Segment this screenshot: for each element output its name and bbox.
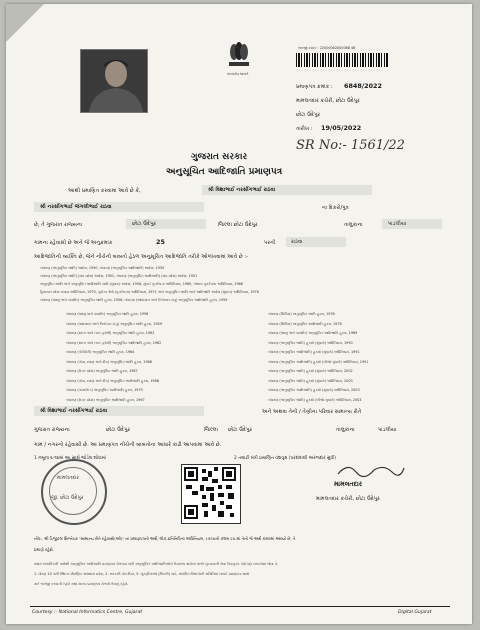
application-number: અરજી ક્રમાંક : 22000062000068 48 <box>298 46 356 50</box>
father-name: શ્રી નરસીંગભાઈ જંગલીભાઈ રાઠવા <box>40 204 112 210</box>
order-item: બંધારણ (દાદરા અને નગર હવેલી) અનુસૂચિત આદિજાતિ હુકમ, 1962 <box>66 340 162 345</box>
orders-list-left <box>66 310 162 405</box>
order-item: બંધારણ (અનુસૂચિત જાતિ) હુકમો (બીજો સુધારો) અધિનિયમ, 2003 <box>268 397 362 402</box>
order-line: બંધારણ (જમ્મુ અને કાશ્મીર) અનુસૂચિત જાતિ હુકમ, 1956, બંધારણ (આંદામાન અને નિકોબાર ટાપુ) અનુસૂચિત આદિજાતિ હુકમ, 1959 <box>40 298 228 302</box>
order-item: બંધારણ (ઉત્તર પ્રદેશ) અનુસૂચિત આદિજાતિ હુકમ, 1967 <box>66 397 145 402</box>
footer-divider <box>30 606 450 607</box>
order-item: બંધારણ (સિક્કિમ) અનુસૂચિત જાતિ હુકમ, 1978 <box>268 312 335 316</box>
footer-note-4: 1. ધોરણ 10 પછી સ્થિત્ય શૈક્ષણિક સંસ્થામાં પ્રવેશ, 2. સરકારી નોકરીમાં, 3. ચૂંટણીમાંઓ (ભિરારી) માટે, સંબંધિત વિભાગોની સમિતિમાં ખરાઈ પ્રમાણપત્ર સાથે <box>34 572 250 576</box>
line4-prefix: ગામના રહેવાસી છે અને જે અનુક્રમાંક <box>34 240 113 246</box>
village: પાડલીયા <box>388 221 407 227</box>
applicant-name: શ્રી વિશાભાઈ નરસીંગભાઈ રાઠવા <box>208 187 276 193</box>
footer-note-2: પ્રમાણે રહેશે. <box>34 547 54 552</box>
residence-district: છોટા ઉદેપુર <box>228 427 253 433</box>
signature-office: મામલતદાર કચેરી, છોટા ઉદેપુર <box>316 496 380 502</box>
residence-name: શ્રી વિશાભાઈ નરસીંગભાઈ રાઠવા <box>40 408 108 414</box>
cert-no-label: પ્રમાણપત્ર ક્રમાંક : <box>296 84 333 90</box>
applicant-photo <box>80 49 148 113</box>
line1-prefix: આથી પ્રમાણિત કરવામાં આવે છે કે, <box>68 188 141 194</box>
district-value: જિલ્લા છોટા ઉદેપુર <box>218 222 258 228</box>
barcode <box>296 53 388 67</box>
order-line: બંધારણ (અનુસૂચિત જાતિ) આદેશ, 1950, બંધારણ (અનુસૂચિત આદિજાતિ) આદેશ, 1950 <box>40 266 165 270</box>
taluka-label: તાલુકાના <box>344 222 363 228</box>
order-item: બંધારણ (અનુસૂચિત આદિજાતિ) હુકમો (બીજો સુધારો) અધિનિયમ, 1991 <box>268 359 369 364</box>
date-label: તારીખ : <box>296 126 313 132</box>
residence-prefix: ગુજરાત રાજ્યના <box>34 427 70 433</box>
order-item: બંધારણ (અનુસૂચિત આદિજાતિ) હુકમો (સુધારો) અધિનિયમ, 2003 <box>268 388 360 392</box>
folded-corner <box>6 4 44 42</box>
order-line: બંધારણ (અનુસૂચિત જાતિ) (સંઘ પ્રદેશ) આદેશ, 1951, બંધારણ (અનુસૂચિત આદિજાતિ) (સંઘ પ્રદેશ) આદેશ, 1951 <box>40 274 198 278</box>
footer-note-1: નોંધ:- શ્રી ડિજીટલ સિગ્નેચર "સામાન્ય રીતે રહેવાસી(ઓ)" ના પ્રમાણપત્રનો અર્થ, લોક-પ્રતિનિધિત્વ અધિનિયમ, 1950ની કલમ 20-માં તેનો જે અર્થ કરવામાં આવ્યો છે, તે <box>34 536 296 541</box>
signature-role: મામલતદાર <box>334 480 363 488</box>
order-item: બંધારણ (દાદરા અને નગર હવેલી) અનુસૂચિત જાતિ હુકમ, 1962 <box>66 331 155 335</box>
basis-2: 2 તલાટી મંત્રી પ્રમાણિત વંશવૃક્ષ (પરદાદાથી અરજદાર સુધી) <box>234 456 337 461</box>
order-item: બંધારણ (ગોવા, દમણ અને દીવ) અનુસૂચિત આદિજાતિ હુકમ, 1968 <box>66 378 159 383</box>
order-item: બંધારણ (જમ્મુ અને કાશ્મીર) અનુસૂચિત જાતિ હુકમ, 1956 <box>66 312 149 316</box>
certificate-title: અનુસૂચિત આદિજાતિ પ્રમાણપત્ર <box>166 167 283 177</box>
order-line: હિમાચલ પ્રદેશ રાજ્ય અધિનિયમ, 1970, પૂર્વોત્તર ક્ષેત્રો (પુનર્રચના) અધિનિયમ, 1971 અને અનુસૂચિત જાતિ અને આદિજાતિ આદેશ (સુધારા) અધિનિયમ, 1976 <box>40 290 259 294</box>
serial-number: 25 <box>156 238 165 246</box>
residence-taluka: છોટા ઉદેપુર <box>106 427 131 433</box>
issuer-line2: છોટા ઉદેપુર <box>296 112 321 118</box>
order-item: બંધારણ (અનુસૂચિત જાતિ) હુકમો (સુધારો) અધિનિયમ, 2002 <box>268 369 353 373</box>
qr-code <box>181 464 241 524</box>
digital-gujarat: Digital Gujarat <box>398 610 432 615</box>
orders-paragraph <box>40 264 259 304</box>
order-item: બંધારણ (પોંડીચેરી) અનુસૂચિત જાતિ હુકમ, 1964 <box>66 350 135 354</box>
stamp-text-2: જી. છોટા ઉદેપુર <box>51 495 84 501</box>
taluka-value: છોટા ઉદેપુર <box>132 221 157 227</box>
residence-district-label: જિલ્લા <box>204 427 218 433</box>
residence-taluka-label: તાલુકાના <box>336 427 355 433</box>
line3-prefix: છે, તે ગુજરાત રાજ્યના <box>34 222 83 228</box>
order-item: બંધારણ (ઉત્તર પ્રદેશ) અનુસૂચિત જાતિ હુકમ, 1967 <box>66 369 138 373</box>
state-emblem-icon <box>226 40 252 74</box>
issuer-line1: મામલતદાર કચેરી, છોટા ઉદેપુર <box>296 98 360 104</box>
footer-note-5: મારે અરજી કરવાની રહેશે તથા માન્ય પ્રમાણપત્ર મેળવી લેવાનું રહેશે. <box>34 582 129 586</box>
issue-date: 19/05/2022 <box>321 124 362 132</box>
order-item: બંધારણ (સિક્કિમ) અનુસૂચિત આદિજાતિ હુકમ, 1978 <box>268 321 342 326</box>
certificate-page <box>6 4 472 624</box>
order-item: બંધારણ (અનુસૂચિત જાતિ) હુકમો (સુધારો) અધિનિયમ, 2003 <box>268 378 353 383</box>
footer-note-3: સક્ષમ સત્તાધિકારી પાસેથી અનુસૂચિત આદિજાતિ પ્રમાણપત્ર મેળવવા પછી અનુસૂચિત આદિજાતિઓને ઉપલબ્ધ થયેલા લાભો ચુકવવાની સેવા ઉપયુક્ત કોઈપણ બાબતોમાં જેવા કે, <box>34 562 279 566</box>
emblem-caption: સત્યમેવ જયતે <box>227 72 249 76</box>
line5: આદિજાતિની વ્યક્તિ છે, જેને નીચેની બાબતો હેઠળ અનુસૂચિત આદિજાતિ તરીકે ઓળખવામાં આવે છે :- <box>34 254 249 260</box>
order-item: બંધારણ (નાગાલેન્ડ) અનુસૂચિત આદિજાતિ હુકમ, 1970 <box>66 388 143 392</box>
order-item: બંધારણ (આંદામાન અને નિકોબાર ટાપુ) અનુસૂચિત જાતિ હુકમ, 1959 <box>66 321 162 326</box>
caste-label: પરની <box>264 240 276 246</box>
relation-suffix: ના દિકરો/પુત્ર <box>322 205 349 211</box>
residence-suffix: અને અથવા તેની / તેણીના પરિવાર સામાન્ય રીતે <box>262 409 362 415</box>
order-item: બંધારણ (અનુસૂચિત આદિજાતિ) હુકમો (સુધારો) અધિનિયમ, 1991 <box>268 350 360 354</box>
handwritten-serial: SR No:- 1561/22 <box>296 138 405 153</box>
order-item: બંધારણ (જમ્મુ અને કાશ્મીર) અનુસૂચિત આદિજાતિ હુકમ, 1989 <box>268 331 358 335</box>
order-line: અનુસૂચિત જાતિ અને અનુસૂચિત આદિજાતિ યાદી (સુધારા) આદેશ, 1956, મુંબઈ પુનર્રચના અધિનિયમ, 1960, પંજાબ પુનર્રચના અધિનિયમ, 1966 <box>40 282 243 286</box>
order-item: બંધારણ (અનુસૂચિત જાતિ) હુકમો (સુધારો) અધિનિયમ, 1990 <box>268 340 353 345</box>
government-title: ગુજરાત સરકાર <box>191 152 248 162</box>
official-stamp <box>41 459 107 525</box>
basis-1: 1 નમૂના ૬-૧૪માં આ સાથે જોડેલ શોધામાં <box>34 456 106 461</box>
order-item: બંધારણ (ગોવા, દમણ અને દીવ) અનુસૂચિત જાતિ હુકમ, 1968 <box>66 359 152 364</box>
stamp-text-1: મામલતદાર <box>57 475 79 481</box>
cert-no: 6848/2022 <box>344 82 382 90</box>
orders-list-right <box>268 310 368 405</box>
caste: રાઠવા <box>291 239 303 245</box>
residence-village: પાડલીયા <box>378 427 397 433</box>
courtesy: Courtesy :- National Informatics Centre, Gujarat <box>32 610 143 615</box>
residence-line2: ગામ / નગરનો રહેવાસી છે. આ પ્રમાણપત્ર નીચેની બાબતોના આધારે કાઢી આપવામાં આવે છે. <box>34 442 222 448</box>
